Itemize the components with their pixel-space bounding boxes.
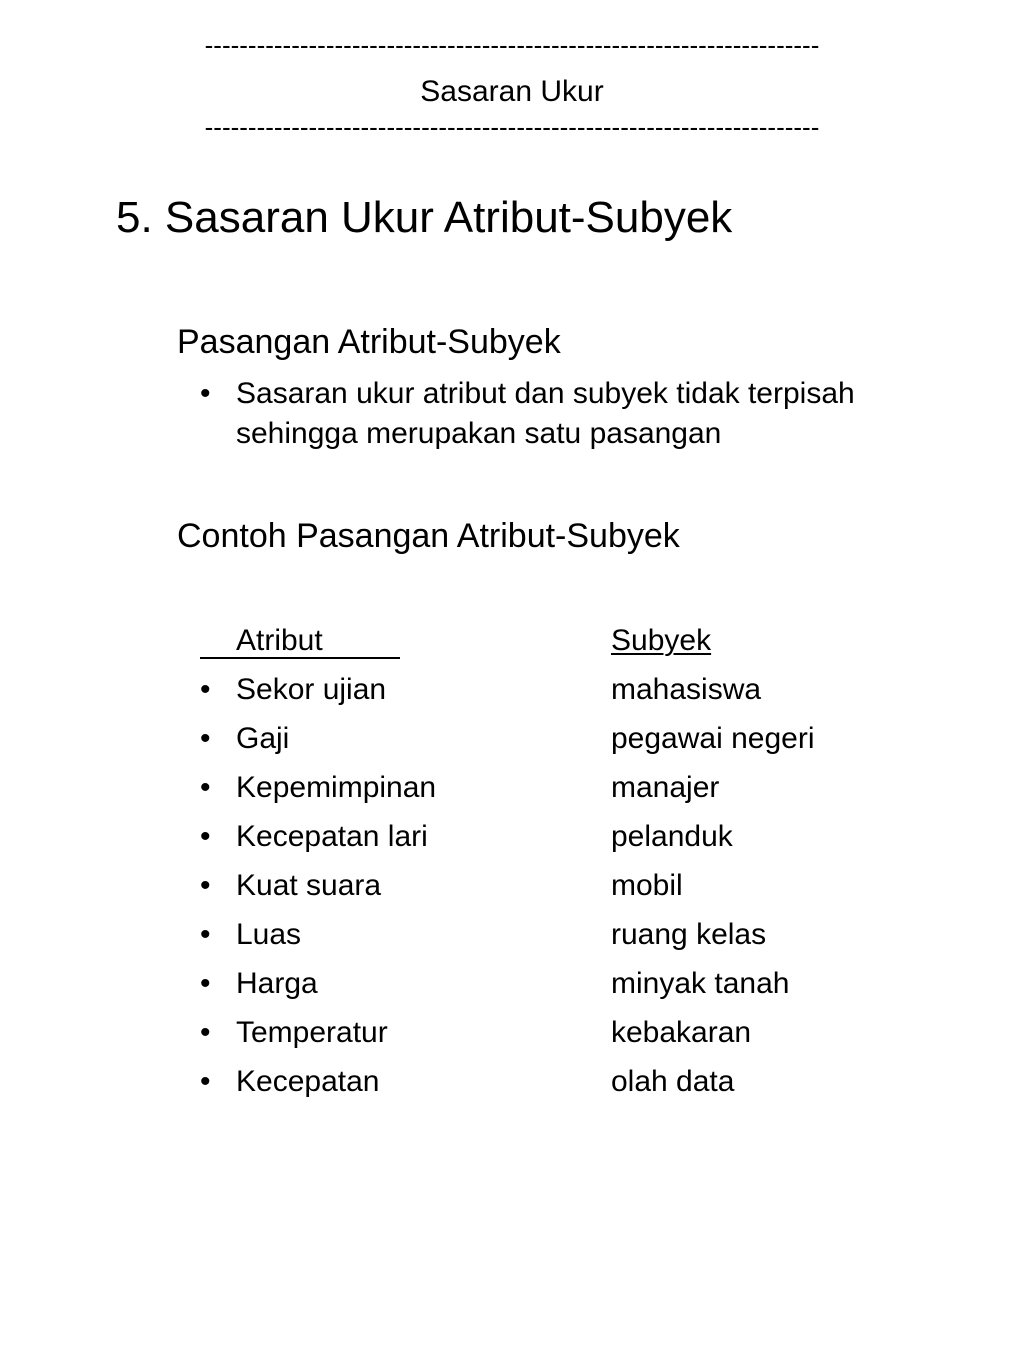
list-item: [0, 817, 1024, 857]
bullet-icon: •: [200, 869, 211, 902]
attribute-value: Harga: [236, 967, 318, 1000]
bullet-icon: •: [200, 377, 211, 410]
bullet-icon: •: [200, 673, 211, 706]
bullet-icon: •: [200, 918, 211, 951]
subject-value: pegawai negeri: [611, 722, 815, 755]
list-item: [0, 1013, 1024, 1053]
attribute-value: Kecepatan: [236, 1065, 380, 1098]
subject-value: olah data: [611, 1065, 735, 1098]
attribute-value: Temperatur: [236, 1016, 388, 1049]
list-item: [0, 964, 1024, 1004]
section-heading-pair: Pasangan Atribut-Subyek: [177, 323, 561, 361]
list-item: [0, 1062, 1024, 1102]
list-item: [0, 719, 1024, 759]
bullet-icon: •: [200, 1065, 211, 1098]
list-item: [0, 866, 1024, 906]
attribute-value: Gaji: [236, 722, 290, 755]
bullet-icon: •: [200, 771, 211, 804]
header-rule-top: -----------------------------------------------------------------------: [204, 30, 820, 60]
subject-value: minyak tanah: [611, 967, 790, 1000]
attribute-value: Luas: [236, 918, 302, 951]
column-header-attribute: [200, 621, 400, 659]
attribute-value: Kuat suara: [236, 869, 382, 902]
column-header-subject: Subyek: [611, 624, 712, 657]
attribute-value: Kepemimpinan: [236, 771, 437, 804]
attribute-value: Sekor ujian: [236, 673, 387, 706]
header-title: Sasaran Ukur: [420, 75, 604, 108]
subject-value: ruang kelas: [611, 918, 767, 951]
subject-value: pelanduk: [611, 820, 733, 853]
list-item: [0, 768, 1024, 808]
page-title: 5. Sasaran Ukur Atribut-Subyek: [116, 193, 733, 242]
header-rule-bottom: -----------------------------------------------------------------------: [204, 112, 820, 142]
subject-value: mobil: [611, 869, 683, 902]
bullet-icon: •: [200, 722, 211, 755]
section-heading-examples: Contoh Pasangan Atribut-Subyek: [177, 517, 680, 555]
subject-value: kebakaran: [611, 1016, 752, 1049]
description-line-2: sehingga merupakan satu pasangan: [236, 417, 722, 450]
bullet-icon: •: [200, 1016, 211, 1049]
list-item: [0, 915, 1024, 955]
list-item: [0, 670, 1024, 710]
description-line-1: Sasaran ukur atribut dan subyek tidak terpisah: [236, 377, 855, 410]
column-header-attribute-label: Atribut: [236, 624, 323, 657]
attribute-value: Kecepatan lari: [236, 820, 428, 853]
bullet-icon: •: [200, 967, 211, 1000]
subject-value: manajer: [611, 771, 720, 804]
subject-value: mahasiswa: [611, 673, 762, 706]
bullet-icon: •: [200, 820, 211, 853]
